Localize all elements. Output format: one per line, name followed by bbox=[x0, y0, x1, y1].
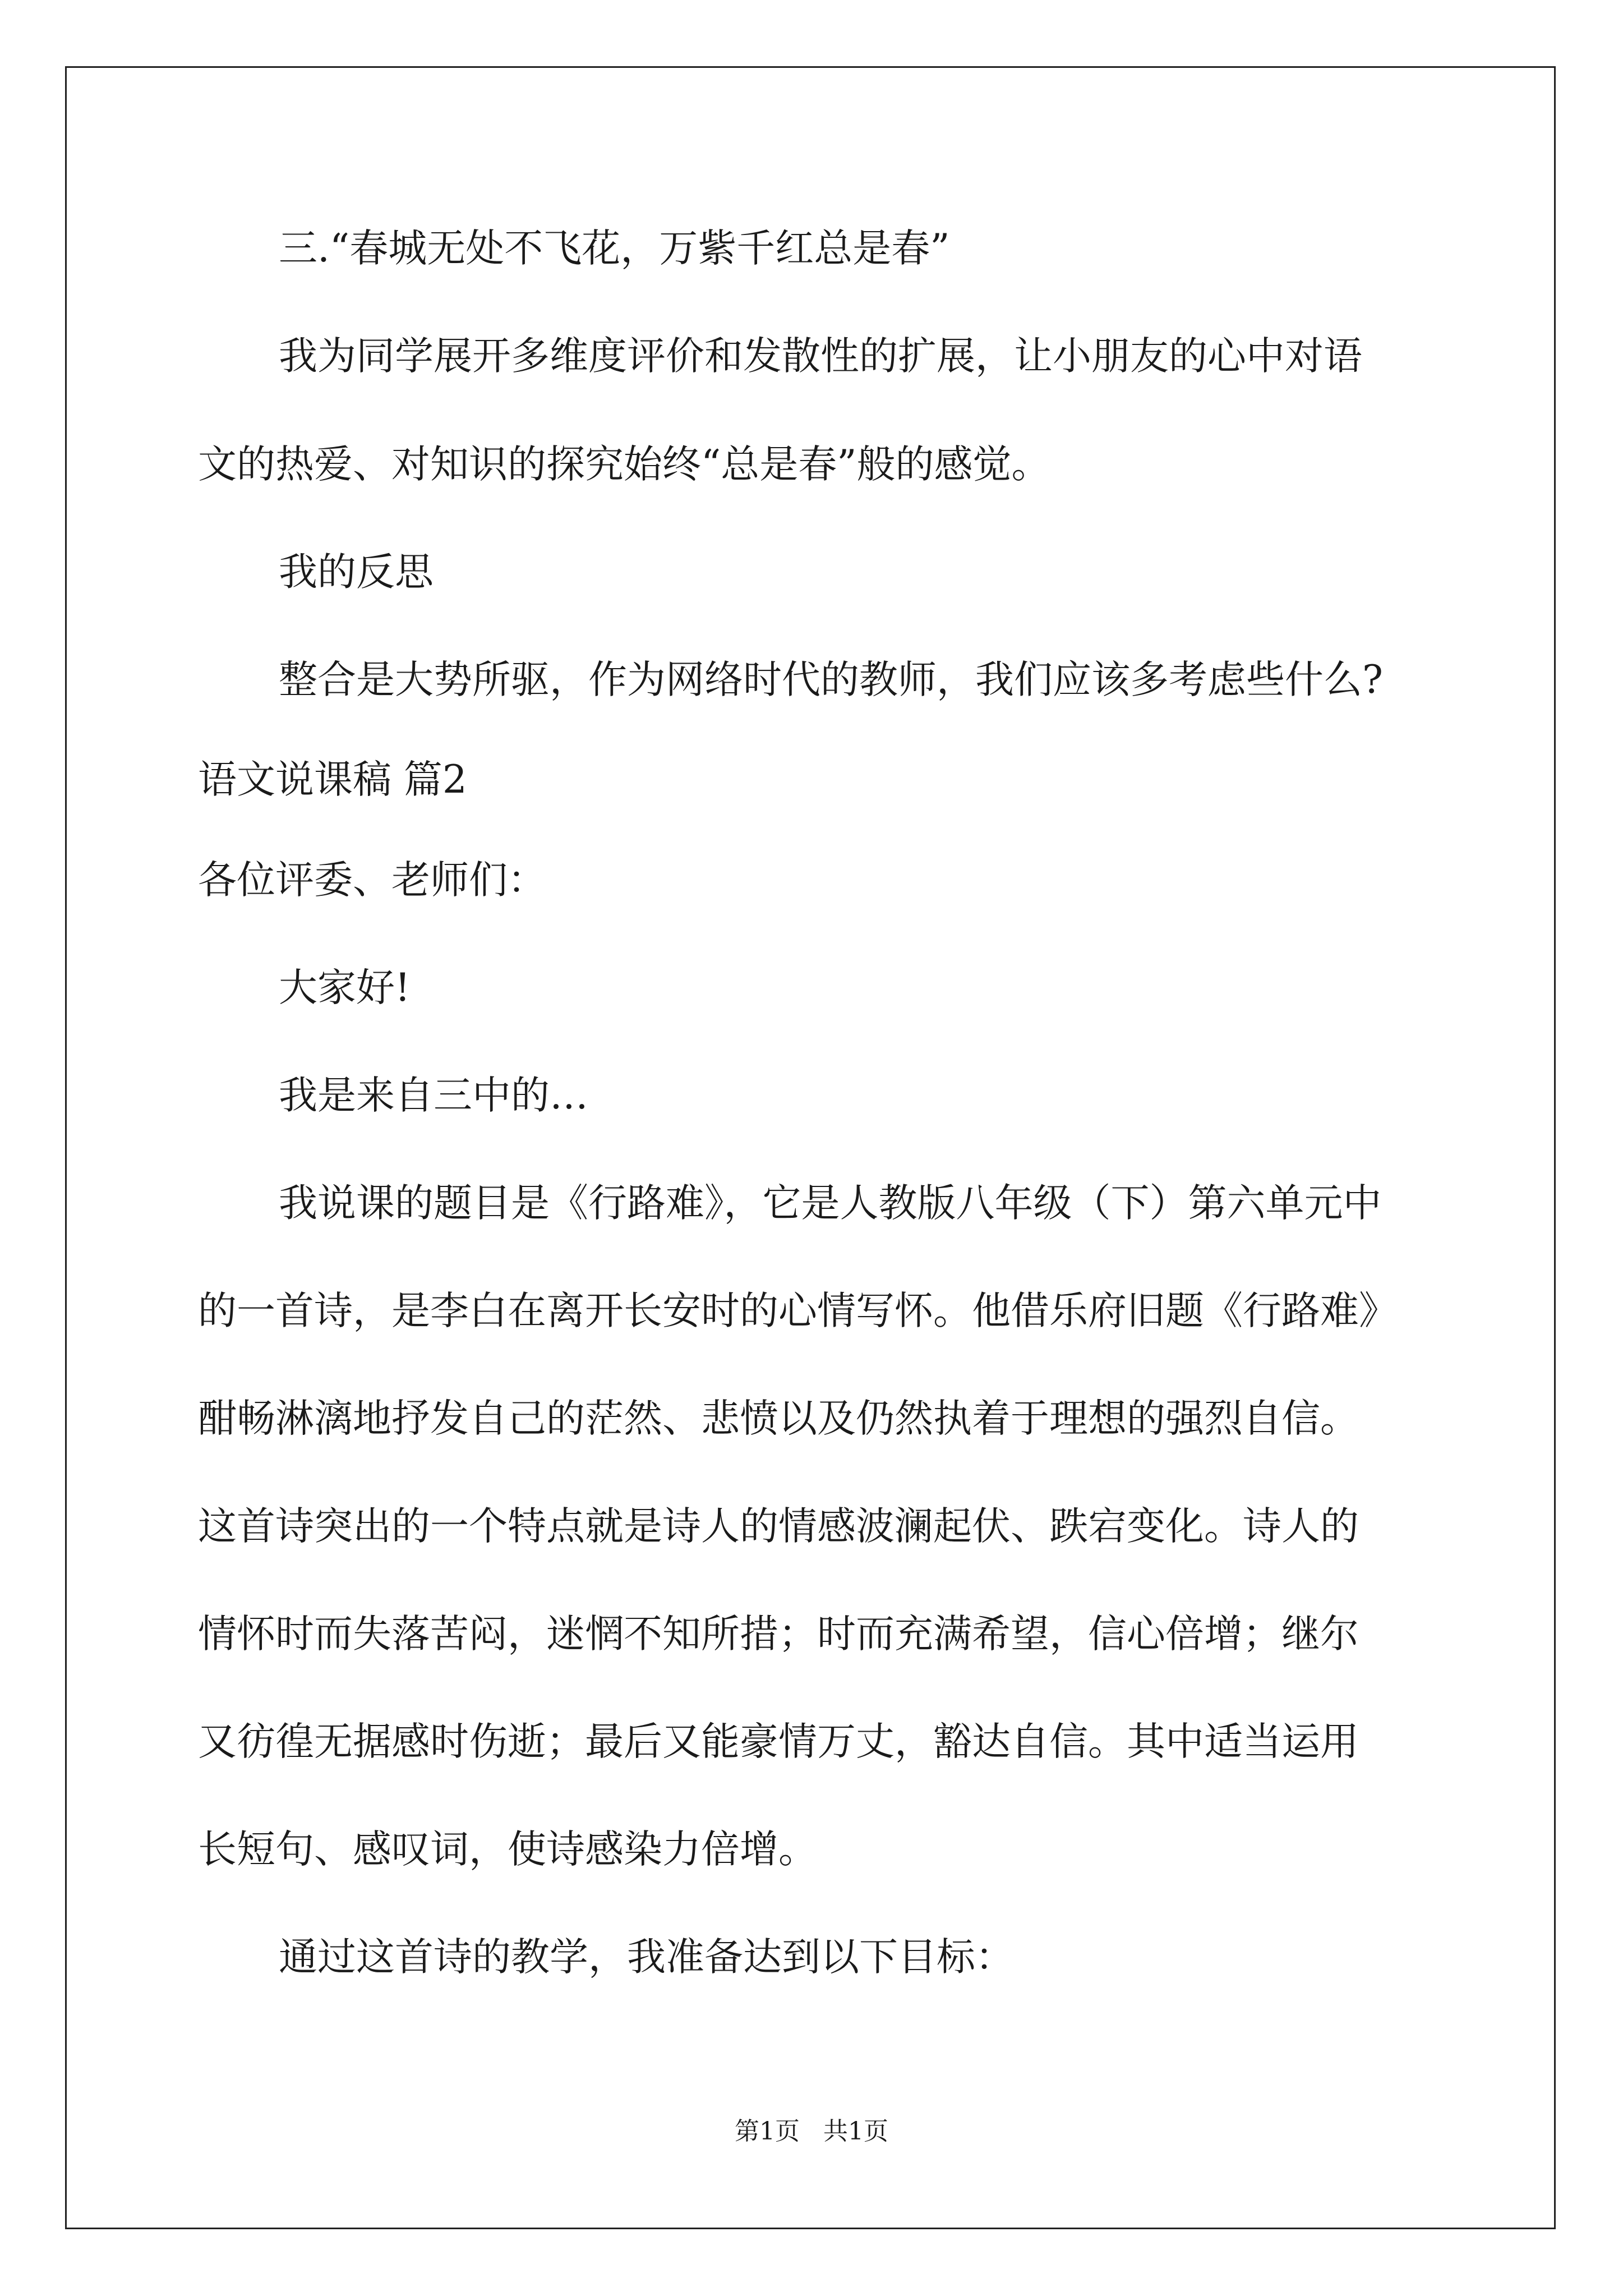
greeting: 大家好! bbox=[279, 965, 411, 1010]
paragraph-line: 文的热爱、对知识的探究始终“总是春”般的感觉。 bbox=[198, 442, 1050, 487]
paragraph-line: 长短句、感叹词，使诗感染力倍增。 bbox=[198, 1827, 817, 1872]
paragraph-line: 的一首诗，是李白在离开长安时的心情写怀。他借乐府旧题《行路难》 bbox=[198, 1289, 1398, 1333]
paragraph-line: 酣畅淋漓地抒发自己的茫然、悲愤以及仍然执着于理想的强烈自信。 bbox=[198, 1396, 1359, 1441]
paragraph-line: 我为同学展开多维度评价和发散性的扩展，让小朋友的心中对语 bbox=[279, 334, 1362, 379]
introduction: 我是来自三中的… bbox=[279, 1073, 588, 1118]
paragraph-line: 这首诗突出的一个特点就是诗人的情感波澜起伏、跌宕变化。诗人的 bbox=[198, 1504, 1359, 1549]
page-border bbox=[65, 66, 1556, 2229]
section-heading: 三.“春城无处不飞花，万紫千红总是春” bbox=[279, 226, 950, 271]
subheading: 我的反思 bbox=[279, 550, 434, 595]
article-title: 语文说课稿 篇2 bbox=[198, 757, 467, 802]
page-footer: 第1页 共1页 bbox=[735, 2117, 888, 2146]
paragraph-line: 整合是大势所驱，作为网络时代的教师，我们应该多考虑些什么? bbox=[279, 657, 1383, 702]
paragraph-line: 我说课的题目是《行路难》，它是人教版八年级（下）第六单元中 bbox=[279, 1181, 1382, 1226]
paragraph-line: 又彷徨无据感时伤逝；最后又能豪情万丈，豁达自信。其中适当运用 bbox=[198, 1719, 1359, 1764]
paragraph-line: 情怀时而失落苦闷，迷惘不知所措；时而充满希望，信心倍增；继尔 bbox=[198, 1612, 1359, 1657]
paragraph-line: 通过这首诗的教学，我准备达到以下目标： bbox=[279, 1935, 1014, 1980]
salutation: 各位评委、老师们： bbox=[198, 858, 546, 903]
